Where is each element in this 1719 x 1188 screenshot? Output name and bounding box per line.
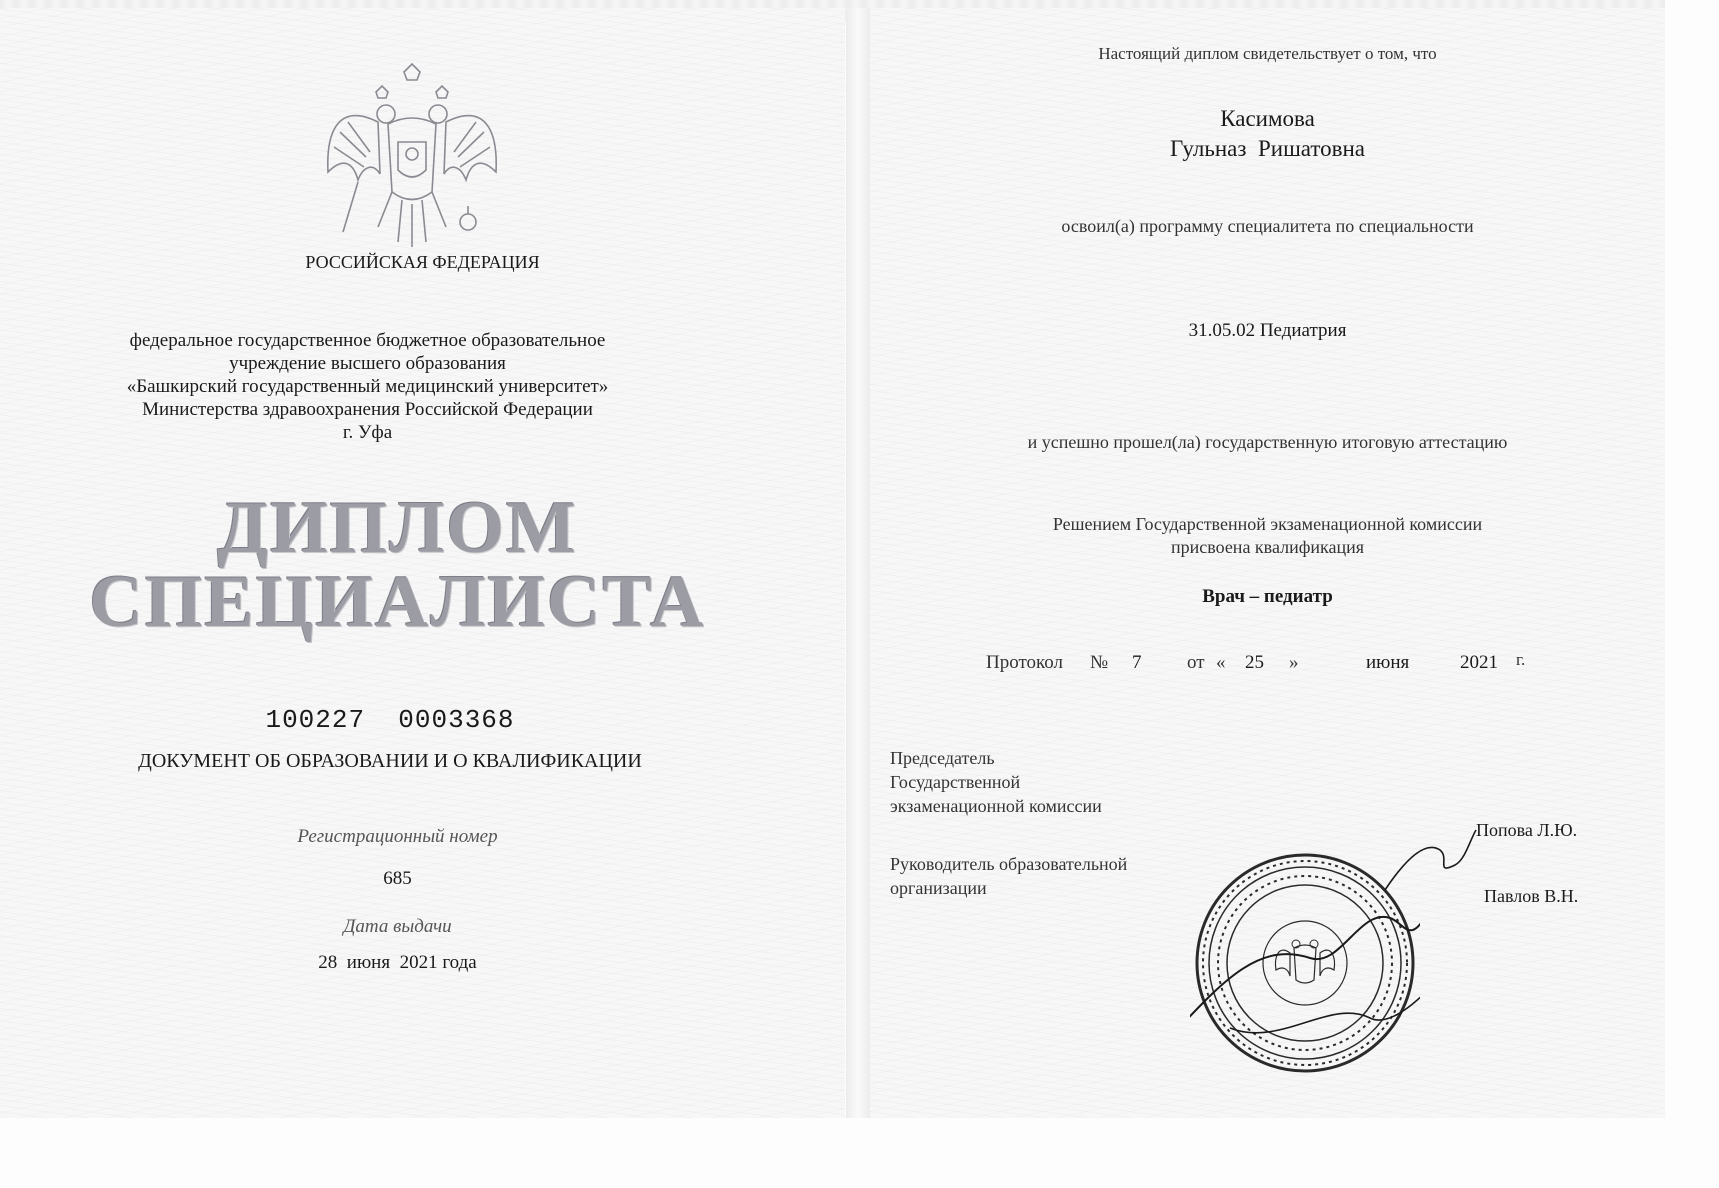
document-title: ДИПЛОМ	[217, 487, 578, 569]
head-title-line-2: организации	[890, 878, 987, 898]
chairman-title-line-3: экзаменационной комиссии	[890, 796, 1102, 816]
protocol-year-suffix: г.	[1516, 650, 1526, 669]
protocol-day: 25	[1245, 652, 1264, 673]
protocol-open-quote: «	[1216, 652, 1226, 673]
institution-line-2: учреждение высшего образования	[229, 353, 506, 374]
certifies-text: Настоящий диплом свидетельствует о том, что	[1098, 44, 1437, 63]
graduate-surname: Касимова	[1220, 106, 1315, 131]
head-name: Павлов В.Н.	[1484, 886, 1579, 906]
document-type: ДОКУМЕНТ ОБ ОБРАЗОВАНИИ И О КВАЛИФИКАЦИИ	[138, 750, 642, 772]
document-subtitle: СПЕЦИАЛИСТА	[89, 561, 706, 643]
protocol-from-label: от	[1187, 652, 1205, 673]
chairman-title-line-1: Председатель	[890, 748, 995, 768]
institution-line-5: г. Уфа	[342, 422, 393, 443]
protocol-label: Протокол	[986, 652, 1064, 673]
institution-line-4: Министерства здравоохранения Российской Федерации	[142, 399, 593, 420]
protocol-number-sign: №	[1090, 652, 1109, 673]
issue-date: 28 июня 2021 года	[318, 952, 477, 973]
registration-number: 685	[383, 868, 412, 889]
registration-number-label: Регистрационный номер	[297, 826, 498, 847]
chairman-title-line-2: Государственной	[890, 772, 1021, 792]
protocol-month: июня	[1366, 652, 1410, 673]
institution-line-1: федеральное государственное бюджетное образовательное	[129, 330, 606, 351]
specialty: 31.05.02 Педиатрия	[1188, 320, 1347, 341]
country-name: РОССИЙСКАЯ ФЕДЕРАЦИЯ	[305, 252, 540, 272]
chairman-signature	[1380, 820, 1480, 900]
attestation-text: и успешно прошел(ла) государственную итоговую аттестацию	[1027, 432, 1508, 452]
issue-date-label: Дата выдачи	[343, 916, 452, 937]
decision-line-1: Решением Государственной экзаменационной комиссии	[1052, 514, 1483, 534]
protocol-close-quote: »	[1289, 652, 1299, 673]
qualification: Врач – педиатр	[1202, 586, 1333, 607]
page-fold	[846, 8, 870, 1118]
head-title-line-1: Руководитель образовательной	[890, 854, 1128, 874]
protocol-number: 7	[1132, 652, 1142, 673]
double-headed-eagle-emblem-icon	[318, 62, 506, 262]
protocol-year: 2021	[1460, 652, 1498, 673]
decision-line-2: присвоена квалификация	[1170, 537, 1365, 557]
chairman-name: Попова Л.Ю.	[1476, 820, 1578, 840]
serial-number: 100227 0003368	[265, 705, 515, 735]
program-text: освоил(а) программу специалитета по специальности	[1061, 216, 1474, 236]
graduate-name-patronymic: Гульназ Ришатовна	[1169, 136, 1366, 161]
institution-line-3: «Башкирский государственный медицинский университет»	[126, 376, 609, 397]
